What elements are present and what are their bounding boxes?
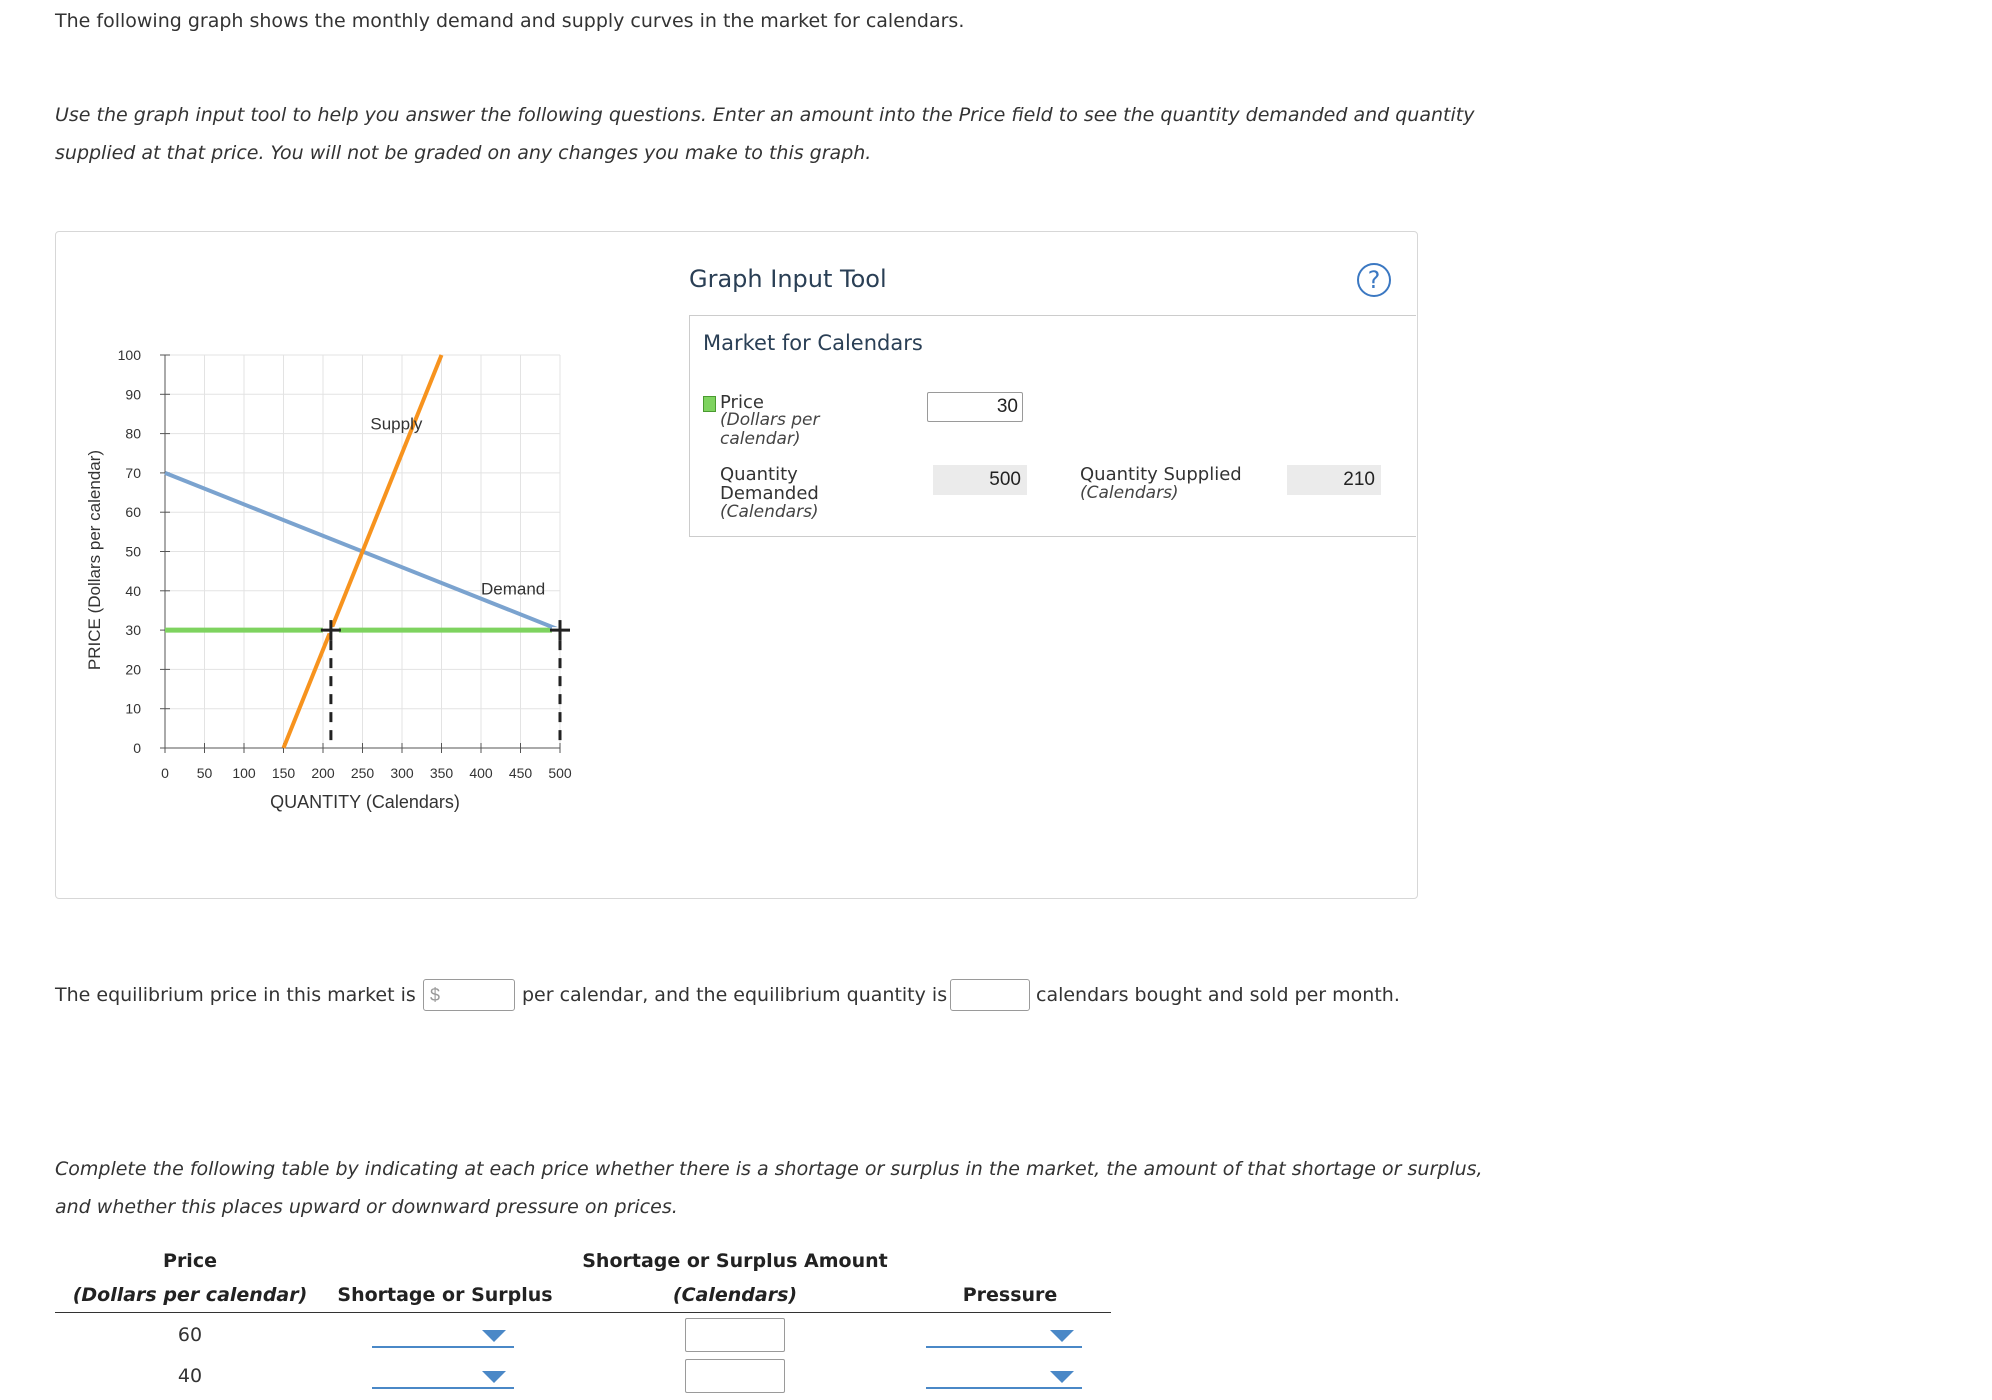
header-pressure: Pressure	[962, 1284, 1058, 1306]
graph-input-tool-title: Graph Input Tool	[689, 265, 887, 293]
market-title: Market for Calendars	[703, 331, 923, 355]
instructions-line-2: supplied at that price. You will not be graded on any changes you make to this graph.	[55, 142, 872, 164]
equilibrium-text-3: calendars bought and sold per month.	[1036, 984, 1400, 1006]
quantity-supplied-value: 210	[1287, 465, 1381, 495]
x-tick-label: 350	[429, 765, 454, 781]
dropdown-underline	[372, 1346, 514, 1348]
chevron-down-icon	[1050, 1330, 1074, 1342]
y-tick-label: 30	[125, 622, 141, 639]
header-amount-sub: (Calendars)	[672, 1284, 798, 1306]
header-shortage-surplus: Shortage or Surplus	[337, 1284, 553, 1306]
y-tick-label: 10	[125, 700, 141, 717]
y-tick-label: 90	[125, 386, 141, 403]
x-tick-label: 500	[548, 765, 572, 781]
equilibrium-text-1: The equilibrium price in this market is	[55, 984, 416, 1006]
qs-sub: (Calendars)	[1080, 483, 1179, 503]
x-tick-label: 450	[508, 765, 533, 781]
y-tick-label: 70	[125, 464, 141, 481]
y-tick-label: 100	[117, 347, 141, 363]
dropdown-underline	[372, 1387, 514, 1389]
x-tick-label: 250	[350, 765, 375, 781]
x-tick-label: 300	[390, 765, 414, 781]
equilibrium-quantity-input[interactable]	[950, 979, 1030, 1011]
supply-demand-chart[interactable]	[70, 330, 590, 830]
y-tick-label: 50	[125, 543, 141, 560]
dropdown-underline	[926, 1346, 1082, 1348]
demand-label: Demand	[481, 579, 546, 599]
y-tick-label: 0	[133, 740, 141, 756]
qd-sub: (Calendars)	[720, 502, 819, 522]
quantity-demanded-value: 500	[933, 465, 1027, 495]
amount-input[interactable]	[685, 1318, 785, 1352]
x-tick-label: 400	[469, 765, 493, 781]
price-legend-swatch	[703, 396, 716, 412]
dropdown-underline	[926, 1387, 1082, 1389]
qs-label: Quantity Supplied	[1080, 464, 1242, 485]
row-price: 40	[177, 1365, 203, 1387]
supply-label: Supply	[370, 414, 423, 434]
qd-label-2: Demanded	[720, 483, 819, 504]
chevron-down-icon	[482, 1371, 506, 1383]
qd-label-1: Quantity	[720, 464, 798, 485]
instructions-line-1: Use the graph input tool to help you answer the following questions. Enter an amount into the Price field to see the quantity demanded and quantity	[55, 104, 1475, 126]
x-tick-label: 100	[232, 765, 256, 781]
amount-input[interactable]	[685, 1359, 785, 1393]
pressure-dropdown[interactable]	[926, 1320, 1082, 1350]
price-sub-2: calendar)	[720, 429, 801, 449]
header-amount: Shortage or Surplus Amount	[582, 1250, 888, 1272]
x-axis-title: QUANTITY (Calendars)	[270, 792, 460, 812]
y-tick-label: 60	[125, 504, 141, 521]
y-tick-label: 40	[125, 582, 141, 599]
x-tick-label: 50	[196, 765, 213, 781]
equilibrium-text-2: per calendar, and the equilibrium quantity is	[522, 984, 948, 1006]
y-tick-label: 80	[125, 425, 141, 442]
labels	[118, 347, 572, 781]
x-tick-label: 0	[161, 765, 169, 781]
chevron-down-icon	[1050, 1371, 1074, 1383]
price-sub-1: (Dollars per	[720, 410, 820, 430]
price-label: Price	[720, 392, 764, 413]
y-tick-label: 20	[125, 661, 141, 678]
pressure-dropdown[interactable]	[926, 1361, 1082, 1391]
table-intro-line-2: and whether this places upward or downward pressure on prices.	[55, 1196, 678, 1218]
header-price-sub: (Dollars per calendar)	[72, 1284, 308, 1306]
x-tick-label: 200	[311, 765, 335, 781]
row-price: 60	[177, 1324, 203, 1346]
table-header-rule	[55, 1312, 1111, 1313]
shortage-surplus-dropdown[interactable]	[372, 1320, 514, 1350]
x-tick-label: 150	[271, 765, 296, 781]
help-icon[interactable]: ?	[1357, 263, 1391, 297]
table-intro-line-1: Complete the following table by indicating at each price whether there is a shortage or surplus in the market, the amount of that shortage or surplus,	[55, 1158, 1483, 1180]
price-input[interactable]: 30	[927, 392, 1023, 422]
chevron-down-icon	[482, 1330, 506, 1342]
header-price: Price	[163, 1250, 217, 1272]
y-axis-title: PRICE (Dollars per calendar)	[85, 449, 104, 671]
intro-text: The following graph shows the monthly demand and supply curves in the market for calendars.	[55, 10, 965, 32]
equilibrium-price-input[interactable]: $	[423, 979, 515, 1011]
shortage-surplus-dropdown[interactable]	[372, 1361, 514, 1391]
